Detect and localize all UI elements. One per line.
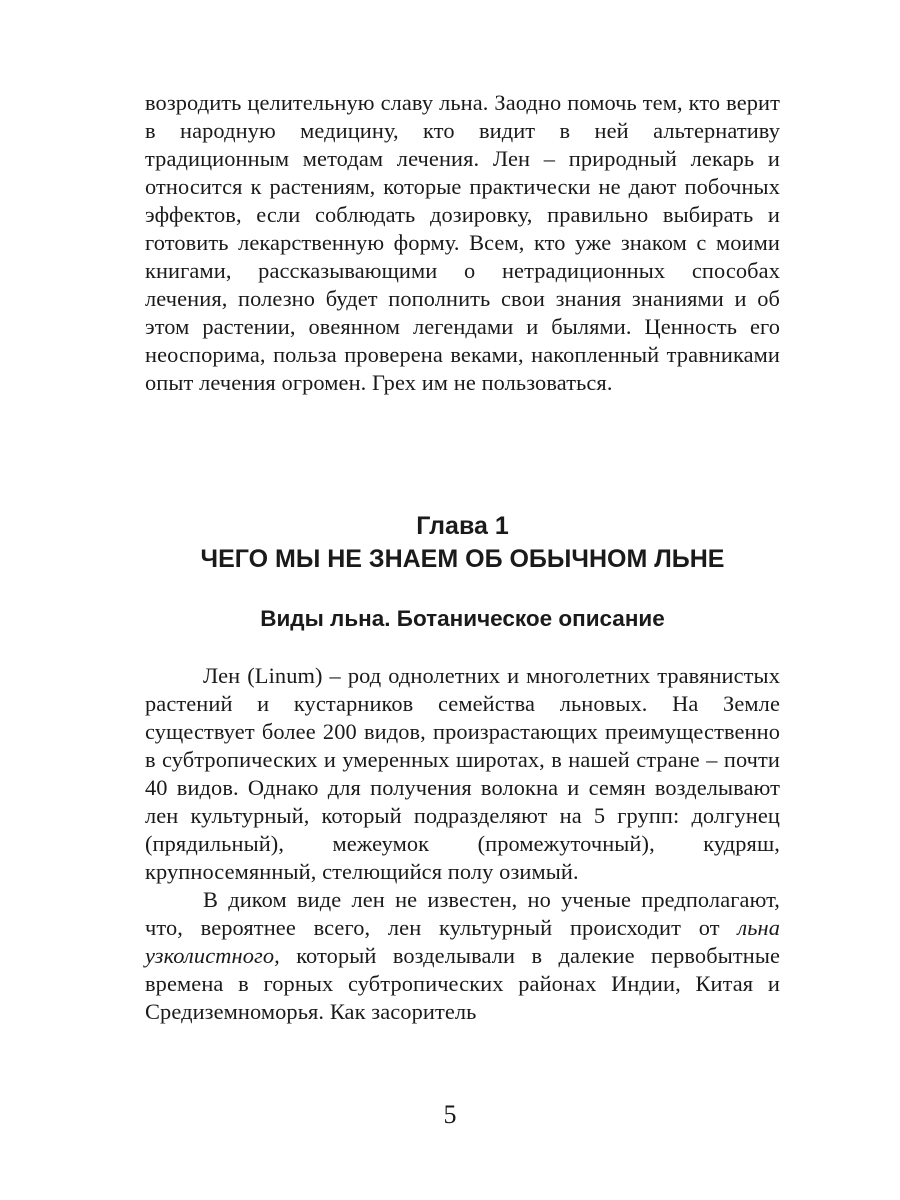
intro-text <box>145 89 780 397</box>
paragraph-2-italic-term: льна узколистного, <box>145 915 780 968</box>
intro-paragraph: возродить целительную славу льна. Заодно помочь тем, кто верит в народную медицину, кто видит в ней альтернативу традиционным методам лечения. Лен – природный лекарь и относится к растениям, которые практически не дают побочных эффектов, если соблюдать дозировку, правильно выбирать и готовить лекарственную форму. Всем, кто уже знаком с моими книгами, рассказывающими о нетрадиционных способах лечения, полезно будет пополнить свои знания знаниями и об этом растении, овеянном легендами и былями. Ценность его неоспорима, польза проверена веками, накопленный травниками опыт лечения огромен. Грех им не пользоваться. <box>145 90 780 395</box>
paragraph-2-start: В диком виде лен не известен, но ученые предполагают, что, вероятнее всего, лен культурный происходит от <box>145 887 780 940</box>
body-text <box>145 662 780 1026</box>
body-paragraph-1: Лен (Linum) – род однолетних и многолетних травянистых растений и кустарников семейства льновых. На Земле существует более 200 видов, произрастающих преимущественно в субтропических и умеренных широтах, в нашей стране – почти 40 видов. Однако для получения волокна и семян возделывают лен культурный, который подразделяют на 5 групп: долгунец (прядильный), межеумок (промежуточный), кудряш, крупносемянный, стелющийся полу озимый. <box>145 663 780 884</box>
chapter-number: Глава 1 <box>416 512 509 540</box>
page-number: 5 <box>443 1100 457 1129</box>
paragraph-2-end: который возделывали в далекие первобытные времена в горных субтропических районах Индии, Китая и Средиземноморья. Как засоритель <box>145 943 781 1024</box>
section-title: Виды льна. Ботаническое описание <box>260 606 665 631</box>
chapter-title: ЧЕГО МЫ НЕ ЗНАЕМ ОБ ОБЫЧНОМ ЛЬНЕ <box>200 545 725 573</box>
body-paragraph-2 <box>145 886 780 1026</box>
chapter-heading <box>145 510 780 575</box>
